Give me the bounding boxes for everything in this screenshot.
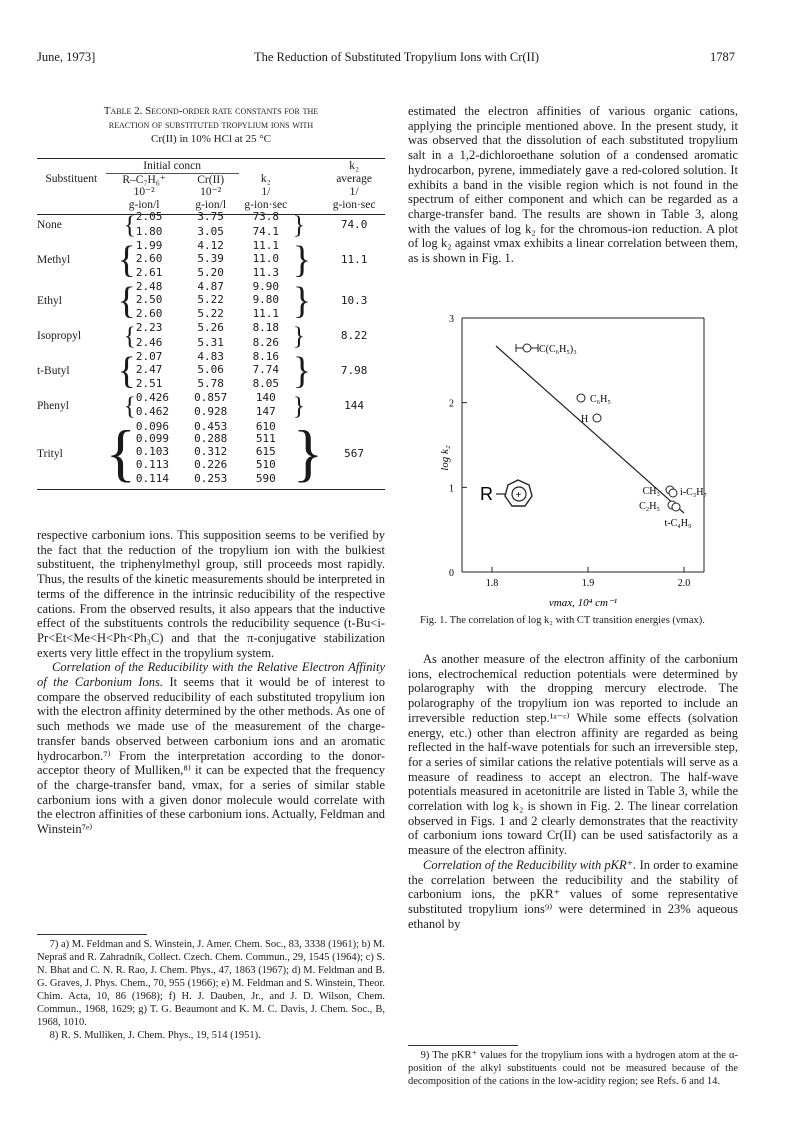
left-column-text <box>37 528 385 837</box>
k2-cell: 590 <box>255 471 276 485</box>
k2-cell: 140 <box>255 391 276 405</box>
section-heading: Correlation of the Reducibility with the Relative Electron Affinity of the Carbonium Ions. <box>37 660 385 690</box>
cr-concn-cell: 5.78 <box>197 376 224 390</box>
table-caption <box>37 104 385 146</box>
cr-concn-cell: 4.83 <box>197 349 224 363</box>
r-concn-cell: 2.51 <box>135 376 163 390</box>
k2-cell: 11.1 <box>252 307 280 321</box>
right-brace: } <box>292 323 306 351</box>
paragraph-text: In order to examine the correlation between the reducibility and the stability of carbonium ions, the pKR⁺ values of some representative substituted tropylium ions⁹⁾ were determined in 23% aqueous ethanol by <box>408 857 739 931</box>
table-row <box>37 240 385 253</box>
substituent-cell: Methyl <box>37 254 71 267</box>
header-average: average <box>336 173 372 186</box>
cr-concn-cell: 4.87 <box>197 280 224 294</box>
cr-concn-cell: 5.39 <box>197 251 224 265</box>
header-r-c7h6: R–C₇H₆⁺ <box>122 173 166 186</box>
right-brace: } <box>292 212 306 240</box>
section-heading: Correlation of the Reducibility with pKR⁺. <box>423 857 637 872</box>
paragraph <box>37 660 385 836</box>
k2-cell: 615 <box>255 444 276 458</box>
paragraph: estimated the electron affinities of various organic cations, applying the principle mentioned above. In the present study, it was observed that the dissolution of each substituted tropylium salt in a 1,2-dichloroethane solution of a condensed aromatic hydrocarbon, pyrene, immediately gave a red-colored solution. It exhibits a band in the visible region which is not found in the spectrum of either component and which can be regarded as a charge-transfer band. The results are shown in Table 3, along with the values of log k₂ for the chromous-ion reduction. A plot of log k₂ against νmax exhibits a linear correlation between them, as is shown in Fig. 1. <box>408 104 738 266</box>
substituent-cell: None <box>37 219 62 232</box>
point-label-methyl: CH₃ <box>642 486 660 497</box>
k2-cell: 8.16 <box>252 349 280 363</box>
r-concn-cell: 2.60 <box>135 251 163 265</box>
left-brace: { <box>117 238 136 281</box>
k2-cell: 7.74 <box>252 362 280 376</box>
k2-average-cell: 7.98 <box>340 364 368 378</box>
point-label-tbu: t-C₄H₉ <box>664 518 692 529</box>
cr-concn-cell: 3.05 <box>197 224 224 238</box>
left-brace: { <box>123 323 136 351</box>
k2-cell: 73.8 <box>252 210 280 224</box>
table-top-rule <box>37 158 385 159</box>
k2-cell: 11.3 <box>252 265 280 279</box>
running-header-title: The Reduction of Substituted Tropylium Ions with Cr(II) <box>253 50 540 64</box>
point-label-ethyl: C₂H₅ <box>639 501 660 512</box>
left-brace: { <box>105 418 136 489</box>
k2-cell: 11.0 <box>252 251 280 265</box>
r-concn-cell: 2.61 <box>135 265 163 279</box>
r-concn-cell: 2.23 <box>135 321 163 335</box>
r-concn-cell: 1.99 <box>135 238 163 252</box>
structure-r-label: R <box>480 484 493 504</box>
y-tick-label: 2 <box>449 398 454 410</box>
cr-concn-cell: 5.26 <box>197 321 224 335</box>
header-unit: g-ion/l <box>195 198 227 211</box>
table-caption-line: Cr(II) in 10% HCl at 25 °C <box>151 133 271 145</box>
cr-concn-cell: 0.857 <box>194 391 228 405</box>
paragraph: respective carbonium ions. This supposition seems to be verified by the fact that the reduction of the tropylium ion with the bulkiest substituent, the triphenylmethyl group, still proceeds most rapidly. Thus, the results of the kinetic measurements should be interpreted in terms of the difference in the intrinsic reducibility of the respective cations. From the observed results, it also appears that the inductive effect of the substituents controls the reducibility sequence (t-Bu<i-Pr<Et<Me<H<Ph<Ph₃C) and that the π-conjugative stabilization exerts very little effect in the tropylium system. <box>37 528 385 660</box>
r-concn-cell: 2.46 <box>135 335 163 349</box>
r-concn-cell: 2.47 <box>135 362 163 376</box>
left-brace: { <box>117 349 136 392</box>
k2-average-cell: 8.22 <box>340 329 368 343</box>
cr-concn-cell: 4.12 <box>197 238 224 252</box>
r-concn-cell: 2.05 <box>135 210 163 224</box>
header-exp: 10⁻² <box>200 186 222 199</box>
data-point-h <box>593 414 601 422</box>
header-unit: 1/ <box>349 186 359 199</box>
right-brace: } <box>292 238 312 281</box>
paragraph-text: It seems that it would be of interest to compare the observed reducibility of each substituted tropylium ion with the electron affinity determined by the other methods. As one of such methods we made use of the measurement of the charge-transfer bands observed between carbonium ions and an aromatic hydrocarbon.⁷⁾ From the interpretation according to the donor-acceptor theory of Mulliken,⁸⁾ it can be expected that the frequency of the charge-transfer band, νmax, for a series of similar stable carbonium ions with a given donor molecule would correlate with the electron affinities of these carbonium ions. Actually, Feldman and Winstein⁷ᵉ⁾ <box>37 675 385 837</box>
table-header-rule <box>37 214 385 215</box>
plus-sign: + <box>515 490 522 501</box>
r-concn-cell: 0.103 <box>135 444 169 458</box>
k2-cell: 8.18 <box>252 321 280 335</box>
y-tick-label: 3 <box>449 314 454 325</box>
r-concn-cell: 2.48 <box>135 280 163 294</box>
cr-concn-cell: 0.928 <box>194 405 228 419</box>
k2-cell: 610 <box>255 419 276 433</box>
footnote-9: 9) The pKR⁺ values for the tropylium ions with a hydrogen atom at the α-position of the alkyl substituents could not be measured because of the decomposition of the cations in the low-acidity region; see Refs. 6 and 14. <box>408 1050 738 1087</box>
right-column-text-top <box>408 104 738 266</box>
r-concn-cell: 2.50 <box>135 292 163 306</box>
footnote-rule <box>37 934 147 935</box>
header-unit: 1/ <box>261 186 271 199</box>
r-concn-cell: 0.096 <box>135 419 169 433</box>
left-brace: { <box>123 212 136 240</box>
right-brace: } <box>292 392 306 420</box>
header-unit: g-ion·sec <box>244 198 288 211</box>
r-concn-cell: 2.60 <box>135 307 163 321</box>
paragraph: As another measure of the electron affinity of the carbonium ions, electrochemical reduction potentials were determined by polarography with the dropping mercury electrode. The polarography of the tropylium ion was reported to include an irreversible reduction step.¹ᵃ⁻ᶜ⁾ While some effects (solvation energy, etc.) other than electron affinity are regarded as being reflected in the half-wave potentials for such an irreversible step, for a series of similar cations the relative potentials will serve as a measure of readiness to accept an electron. The half-wave potentials measured in acetonitrile are listed in Table 3, while the correlation with log k₂ is shown in Fig. 2. The linear correlation observed in Figs. 1 and 2 clearly demonstrates that the reactivity of carbonium ions toward Cr(II) can be used satisfactorily as a measure of the electron affinity. <box>408 652 738 858</box>
table-row <box>37 281 385 294</box>
cr-concn-cell: 0.253 <box>194 471 228 485</box>
r-concn-cell: 0.462 <box>135 405 169 419</box>
data-point-tbu <box>672 503 680 511</box>
cr-concn-cell: 5.06 <box>197 362 224 376</box>
data-point-ipr <box>669 489 677 497</box>
table-row <box>37 392 385 405</box>
substituent-cell: Phenyl <box>37 400 69 413</box>
cr-concn-cell: 5.22 <box>197 292 224 306</box>
k2-cell: 8.26 <box>252 335 280 349</box>
k2-cell: 147 <box>255 405 276 419</box>
header-exp: 10⁻² <box>133 186 155 199</box>
point-label-phenyl: C₆H₅ <box>590 394 611 405</box>
k2-cell: 11.1 <box>252 238 280 252</box>
footnotes-right <box>408 1049 738 1088</box>
x-tick-label: 2.0 <box>677 578 691 589</box>
k2-cell: 9.80 <box>252 292 280 306</box>
point-label-h: H <box>581 414 589 425</box>
paragraph <box>408 858 738 932</box>
data-point-phenyl <box>577 394 585 402</box>
header-unit: g-ion/l <box>128 198 160 211</box>
data-point-trityl <box>523 344 531 352</box>
k2-cell: 8.05 <box>252 376 280 390</box>
cr-concn-cell: 5.20 <box>197 265 224 279</box>
figure-1-plot <box>408 300 738 650</box>
r-concn-cell: 0.426 <box>135 391 169 405</box>
footnote-rule <box>408 1045 518 1046</box>
r-concn-cell: 0.099 <box>135 432 169 446</box>
r-concn-cell: 0.114 <box>135 471 169 485</box>
cr-concn-cell: 5.31 <box>197 335 224 349</box>
point-label-ipr: i-C₃H₇ <box>680 487 707 498</box>
substituent-cell: t-Butyl <box>37 365 70 378</box>
left-brace: { <box>123 392 136 420</box>
table-row <box>37 322 385 335</box>
right-column-text-bottom <box>408 652 738 931</box>
substituent-cell: Trityl <box>37 447 63 460</box>
header-substituent: Substituent <box>45 173 98 186</box>
k2-cell: 511 <box>255 432 276 446</box>
r-concn-cell: 2.07 <box>135 349 163 363</box>
right-brace: } <box>292 418 324 489</box>
page-number: 1787 <box>710 50 735 64</box>
x-axis-label: νmax, 10⁴ cm⁻¹ <box>548 597 618 609</box>
cr-concn-cell: 0.312 <box>194 444 228 458</box>
running-header-left: June, 1973] <box>37 50 96 64</box>
point-label-trityl: C(C₆H₅)₃ <box>539 344 577 355</box>
r-concn-cell: 0.113 <box>135 457 169 471</box>
substituent-cell: Ethyl <box>37 295 62 308</box>
table-caption-line: Table 2. Second-order rate constants for the <box>103 105 319 117</box>
header-cr: Cr(II) <box>197 173 225 186</box>
header-initial-concn: Initial concn <box>106 160 239 173</box>
cr-concn-cell: 5.22 <box>197 307 224 321</box>
header-k2-average: k₂ <box>349 160 359 173</box>
header-k2: k₂ <box>260 173 271 186</box>
y-tick-label: 1 <box>449 483 454 495</box>
y-axis-label: log k₂ <box>439 445 451 471</box>
k2-average-cell: 10.3 <box>340 294 368 308</box>
x-tick-label: 1.9 <box>581 578 595 589</box>
rate-constant-table <box>37 160 385 487</box>
table-bottom-rule <box>37 489 385 490</box>
header-unit: g-ion·sec <box>332 198 376 211</box>
table-caption-line: reaction of substituted tropylium ions with <box>108 119 314 131</box>
footnotes-left <box>37 938 385 1042</box>
cr-concn-cell: 0.288 <box>194 432 228 446</box>
cr-concn-cell: 3.75 <box>197 210 224 224</box>
figure-caption: Fig. 1. The correlation of log k₂ with CT transition energies (νmax). <box>420 615 705 626</box>
k2-average-cell: 567 <box>344 446 365 460</box>
table-row <box>37 351 385 364</box>
right-brace: } <box>292 349 312 392</box>
y-tick-label: 0 <box>449 568 454 579</box>
x-tick-label: 1.8 <box>485 578 499 589</box>
substituent-cell: Isopropyl <box>37 330 82 343</box>
k2-cell: 74.1 <box>252 224 280 238</box>
k2-average-cell: 74.0 <box>340 218 368 232</box>
cr-concn-cell: 0.226 <box>194 457 228 471</box>
right-brace: } <box>292 279 312 322</box>
k2-average-cell: 144 <box>344 399 365 413</box>
footnote-7: 7) a) M. Feldman and S. Winstein, J. Amer. Chem. Soc., 83, 3338 (1961); b) M. Nepraš and R. Zahradník, Collect. Czech. Chem. Commun., 29, 1545 (1964); c) S. N. Bhat and C. N. R. Rao, J. Chem. Phys., 47, 1863 (1967); d) M. Feldman and B. G. Graves, J. Phys. Chem., 70, 955 (1966); e) M. Feldman and S. Winstein, Theor. Chim. Acta, 10, 86 (1968); f) H. J. Dauben, Jr., and J. D. Wilson, Chem. Commun., 1968, 1629; g) T. G. Beaumont and K. M. C. Davis, J. Chem. Soc., B, 1968, 1010. <box>37 939 385 1028</box>
k2-average-cell: 11.1 <box>340 253 368 267</box>
r-concn-cell: 1.80 <box>135 224 163 238</box>
left-brace: { <box>117 279 136 322</box>
cr-concn-cell: 0.453 <box>194 419 228 433</box>
k2-cell: 510 <box>255 457 276 471</box>
footnote-8: 8) R. S. Mulliken, J. Chem. Phys., 19, 514 (1951). <box>49 1030 261 1041</box>
k2-cell: 9.90 <box>252 280 280 294</box>
